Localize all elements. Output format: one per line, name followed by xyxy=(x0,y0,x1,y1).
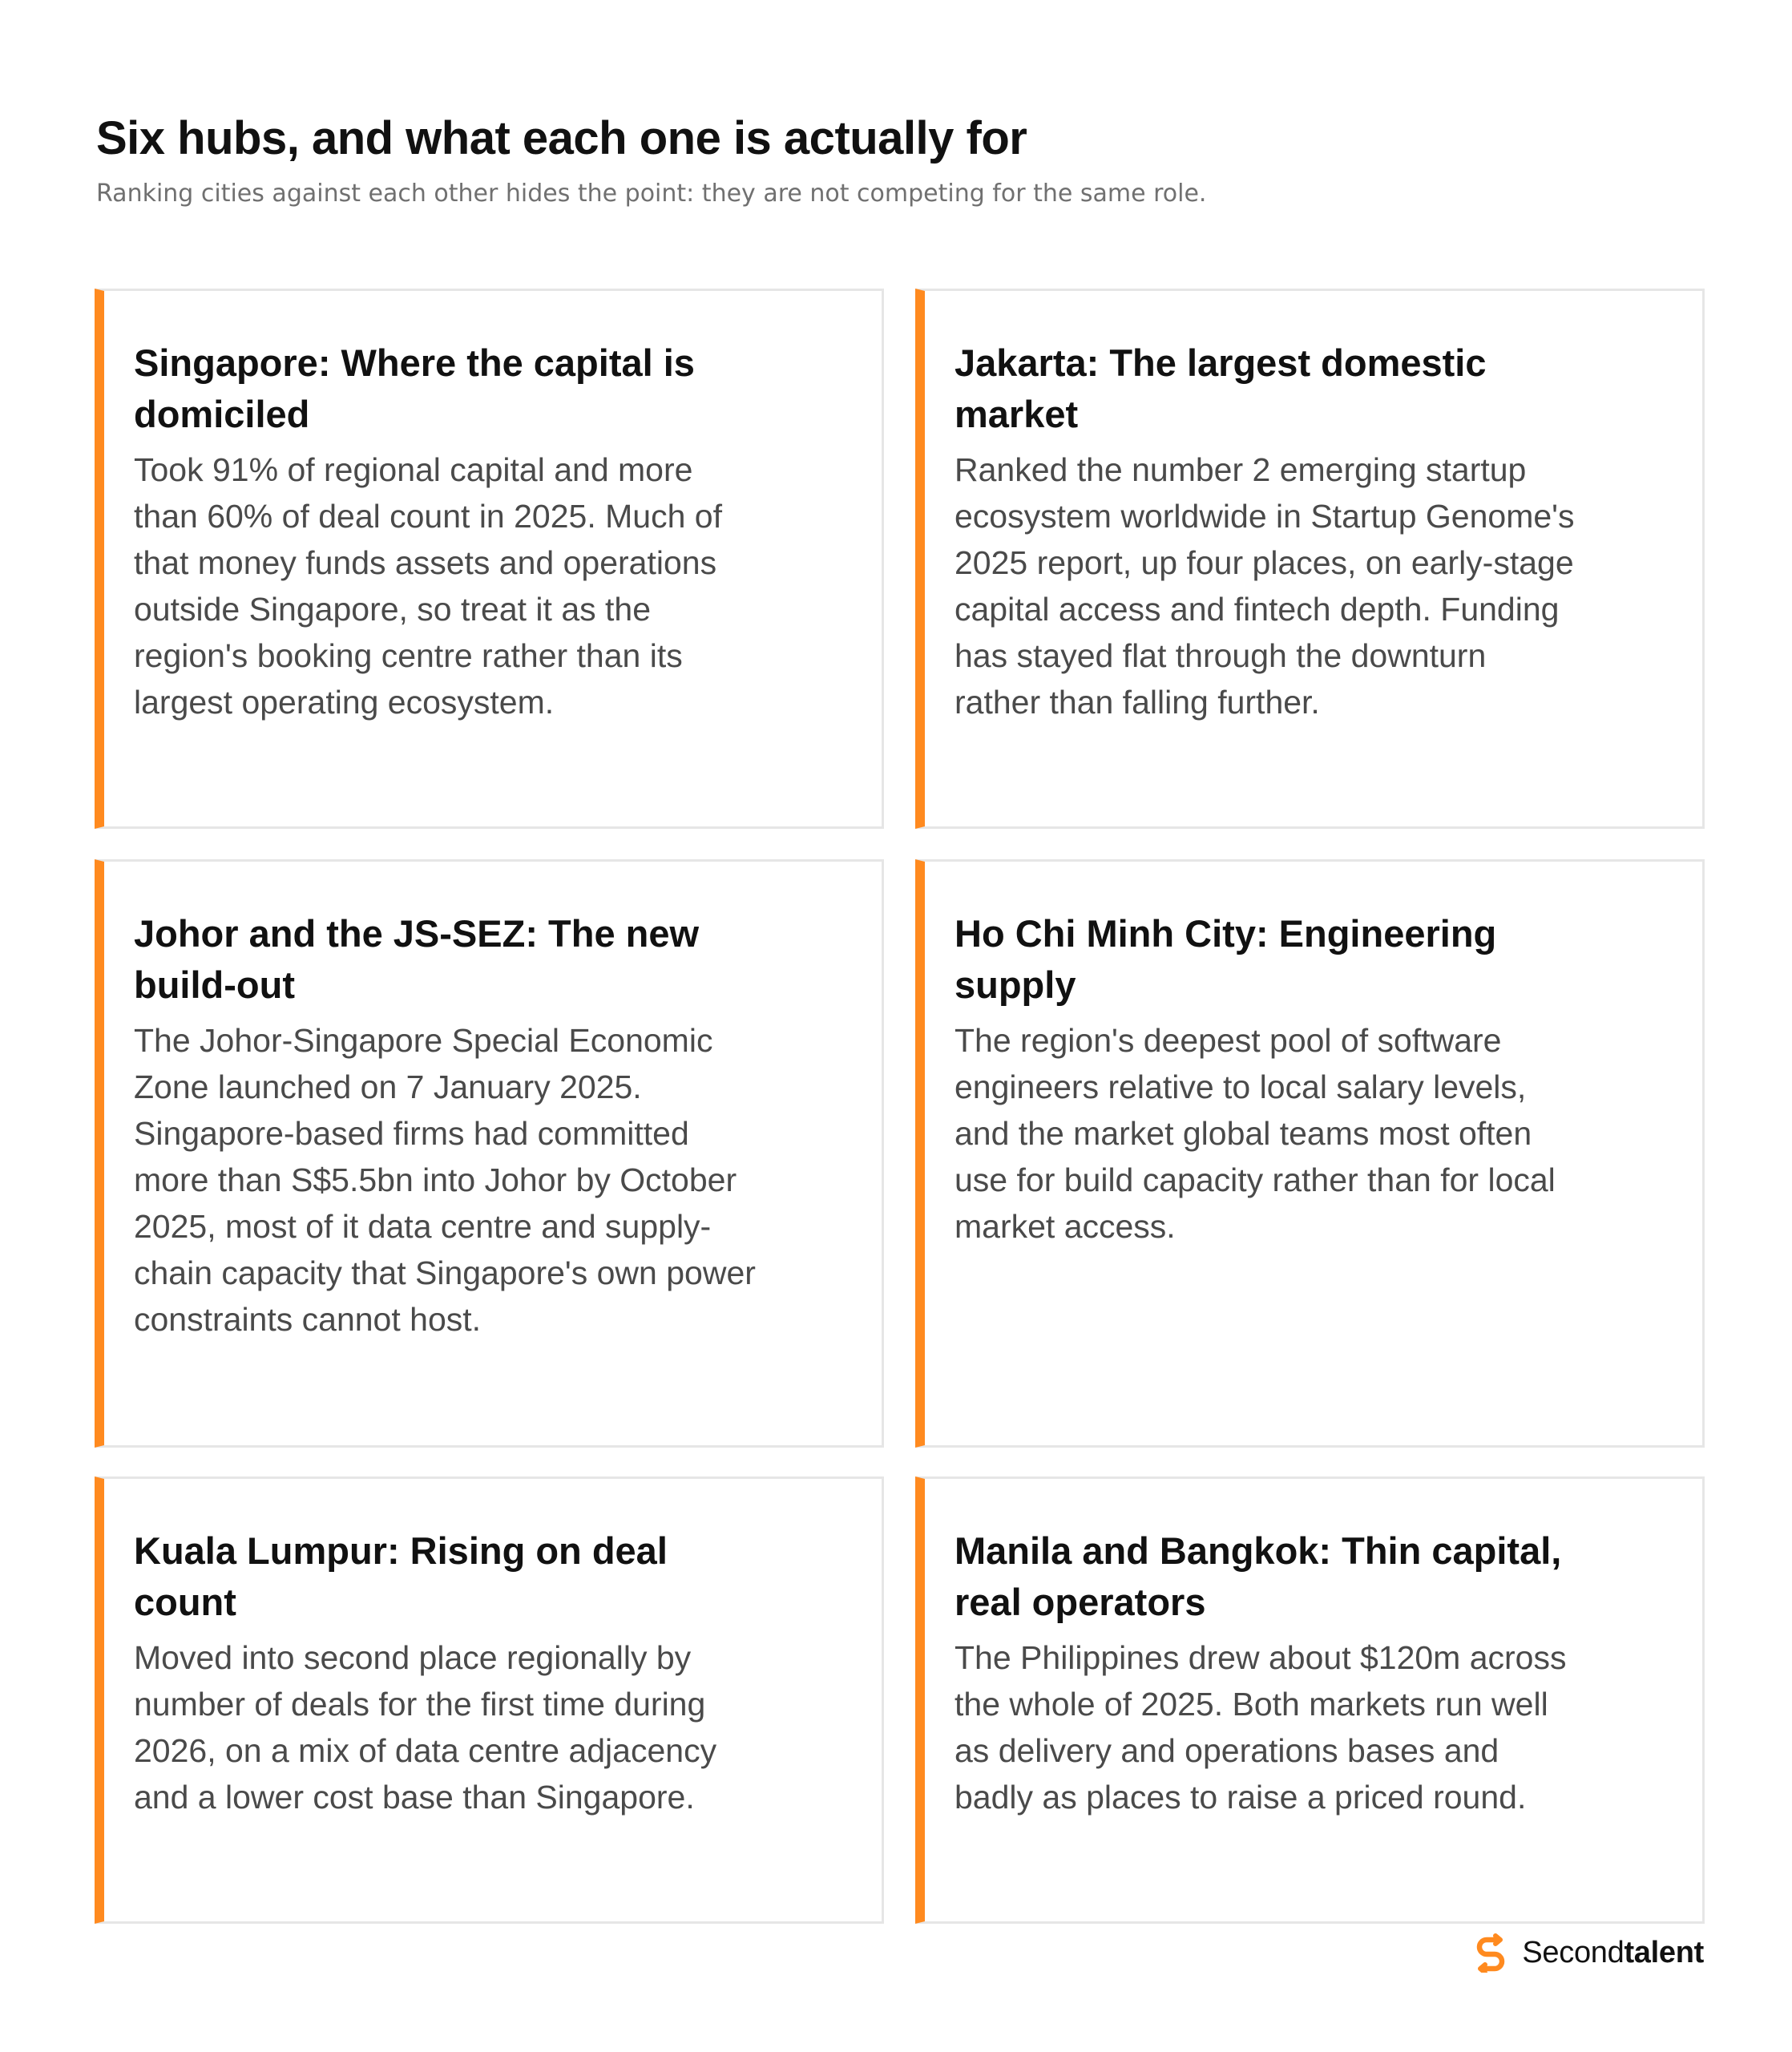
card-title: Singapore: Where the capital is domiciled xyxy=(134,341,695,435)
page-subtitle: Ranking cities against each other hides the point: they are not competing for the same role. xyxy=(96,180,1207,208)
brand-name-regular: Second xyxy=(1522,1936,1625,1969)
brand-name xyxy=(1522,1933,1704,1973)
page-header xyxy=(96,111,1699,210)
card-jakarta xyxy=(915,289,1705,829)
card-johor xyxy=(95,859,884,1448)
card-title: Ho Chi Minh City: Engineering supply xyxy=(955,912,1497,1006)
card-title: Jakarta: The largest domestic market xyxy=(955,341,1487,435)
brand-name-bold: talent xyxy=(1624,1936,1704,1969)
page-title: Six hubs, and what each one is actually for xyxy=(96,112,1027,164)
card-body: Ranked the number 2 emerging startup ecosystem worldwide in Startup Genome's 2025 report, up four places, on early-stage capital access and fintech depth. Funding has stayed flat through the downturn rather than falling further. xyxy=(955,451,1575,721)
card-kuala-lumpur xyxy=(95,1476,884,1924)
card-body: The region's deepest pool of software engineers relative to local salary levels, and the market global teams most often use for build capacity rather than for local market access. xyxy=(955,1022,1556,1245)
brand-logo xyxy=(1471,1930,1704,1975)
card-title: Manila and Bangkok: Thin capital, real operators xyxy=(955,1529,1562,1623)
card-body: Moved into second place regionally by number of deals for the first time during 2026, on a mix of data centre adjacency and a lower cost base than Singapore. xyxy=(134,1639,717,1816)
card-ho-chi-minh-city xyxy=(915,859,1705,1448)
card-singapore xyxy=(95,289,884,829)
card-body: Took 91% of regional capital and more than 60% of deal count in 2025. Much of that money funds assets and operations outside Singapore, so treat it as the region's booking centre rather than its largest operating ecosystem. xyxy=(134,451,722,721)
secondtalent-logo-icon xyxy=(1471,1933,1511,1973)
card-title: Johor and the JS-SEZ: The new build-out xyxy=(134,912,700,1006)
card-body: The Johor-Singapore Special Economic Zone launched on 7 January 2025. Singapore-based firms had committed more than S$5.5bn into Johor by October 2025, most of it data centre and supply-chain capacity that Singapore's own power constraints cannot host. xyxy=(134,1022,756,1338)
card-body: The Philippines drew about $120m across the whole of 2025. Both markets run well as delivery and operations bases and badly as places to raise a priced round. xyxy=(955,1639,1567,1816)
card-title: Kuala Lumpur: Rising on deal count xyxy=(134,1529,668,1623)
card-manila-bangkok xyxy=(915,1476,1705,1924)
